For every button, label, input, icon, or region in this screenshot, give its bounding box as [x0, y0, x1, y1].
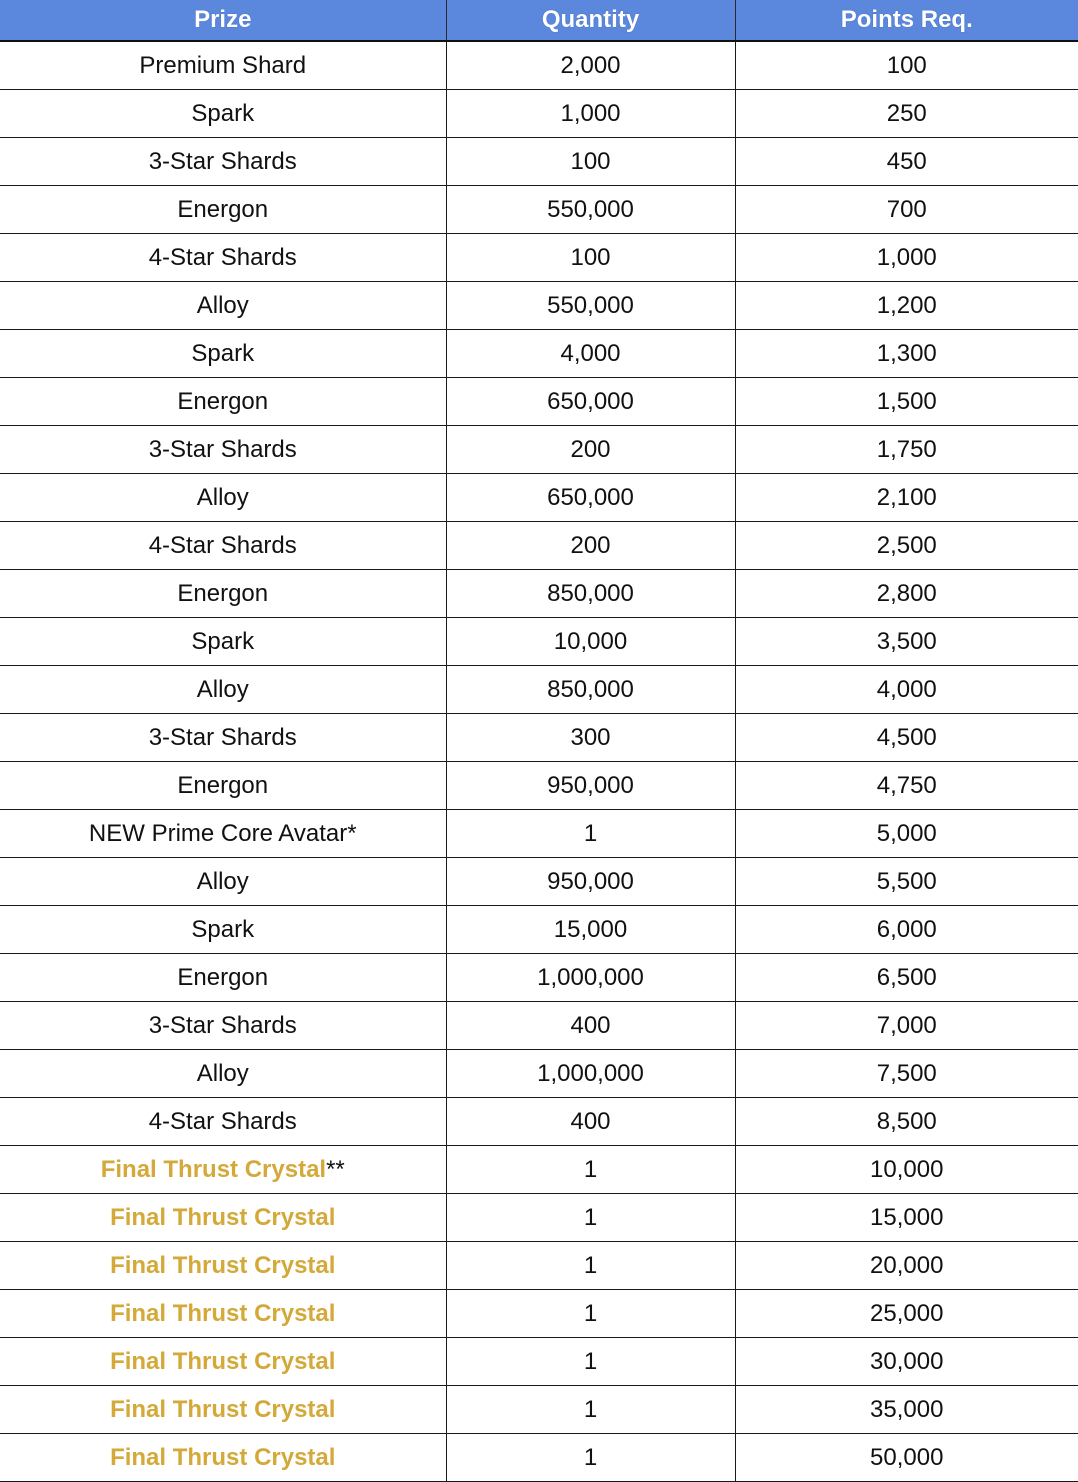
table-row: [0, 618, 1078, 666]
prize-name: Final Thrust Crystal: [100, 1155, 327, 1183]
points-cell: 7,000: [735, 1002, 1078, 1050]
points-cell: 3,500: [735, 618, 1078, 666]
prize-name: Energon: [177, 195, 269, 223]
table-row: [0, 954, 1078, 1002]
prize-name: Spark: [191, 339, 255, 367]
prize-cell: [0, 186, 446, 234]
table-row: [0, 1194, 1078, 1242]
prize-name: Energon: [177, 963, 269, 991]
points-cell: 15,000: [735, 1194, 1078, 1242]
header-points: Points Req.: [735, 0, 1078, 41]
prize-cell: [0, 954, 446, 1002]
points-cell: 5,000: [735, 810, 1078, 858]
prize-name: Spark: [191, 627, 255, 655]
points-cell: 1,500: [735, 378, 1078, 426]
quantity-cell: 550,000: [446, 186, 735, 234]
table-header: [0, 0, 1078, 41]
table-row: [0, 186, 1078, 234]
quantity-cell: 1: [446, 1338, 735, 1386]
table-row: [0, 714, 1078, 762]
prize-cell: [0, 1050, 446, 1098]
quantity-cell: 200: [446, 426, 735, 474]
prize-cell: [0, 1146, 446, 1194]
points-cell: 20,000: [735, 1242, 1078, 1290]
quantity-cell: 10,000: [446, 618, 735, 666]
table-row: [0, 1146, 1078, 1194]
header-row: [0, 0, 1078, 41]
table-row: [0, 234, 1078, 282]
points-cell: 2,500: [735, 522, 1078, 570]
prize-cell: [0, 234, 446, 282]
prize-cell: [0, 618, 446, 666]
prize-name: Premium Shard: [139, 51, 307, 79]
prize-cell: [0, 330, 446, 378]
prize-footnote-marker: **: [326, 1155, 345, 1183]
points-cell: 1,200: [735, 282, 1078, 330]
prize-name: Alloy: [196, 483, 249, 511]
points-cell: 6,000: [735, 906, 1078, 954]
prize-cell: [0, 1386, 446, 1434]
prize-name: Alloy: [196, 1059, 249, 1087]
prize-name: Final Thrust Crystal: [110, 1443, 336, 1471]
table-row: [0, 1434, 1078, 1482]
quantity-cell: 1,000: [446, 90, 735, 138]
prize-cell: [0, 1242, 446, 1290]
prize-cell: [0, 1434, 446, 1482]
prize-cell: [0, 378, 446, 426]
points-cell: 30,000: [735, 1338, 1078, 1386]
points-cell: 1,300: [735, 330, 1078, 378]
table-row: [0, 330, 1078, 378]
prize-cell: [0, 1194, 446, 1242]
table-row: [0, 1290, 1078, 1338]
table-row: [0, 1386, 1078, 1434]
table-row: [0, 41, 1078, 90]
points-cell: 4,500: [735, 714, 1078, 762]
prize-name: Final Thrust Crystal: [110, 1299, 336, 1327]
quantity-cell: 1,000,000: [446, 954, 735, 1002]
prize-name: 3-Star Shards: [148, 435, 297, 463]
table-row: [0, 906, 1078, 954]
quantity-cell: 550,000: [446, 282, 735, 330]
points-cell: 5,500: [735, 858, 1078, 906]
quantity-cell: 850,000: [446, 666, 735, 714]
points-cell: 1,750: [735, 426, 1078, 474]
table-body: [0, 41, 1078, 1482]
points-cell: 35,000: [735, 1386, 1078, 1434]
points-cell: 25,000: [735, 1290, 1078, 1338]
table-row: [0, 138, 1078, 186]
prize-cell: [0, 666, 446, 714]
quantity-cell: 100: [446, 234, 735, 282]
prize-name: 4-Star Shards: [148, 531, 297, 559]
prize-cell: [0, 282, 446, 330]
points-cell: 2,800: [735, 570, 1078, 618]
prize-name: Energon: [177, 387, 269, 415]
prize-name: Alloy: [196, 291, 249, 319]
points-cell: 7,500: [735, 1050, 1078, 1098]
prize-name: Energon: [177, 579, 269, 607]
prize-cell: [0, 906, 446, 954]
points-cell: 4,000: [735, 666, 1078, 714]
quantity-cell: 850,000: [446, 570, 735, 618]
prize-cell: [0, 810, 446, 858]
table-row: [0, 426, 1078, 474]
prize-name: Final Thrust Crystal: [110, 1347, 336, 1375]
table-row: [0, 810, 1078, 858]
table-row: [0, 570, 1078, 618]
prize-cell: [0, 41, 446, 90]
quantity-cell: 1: [446, 1194, 735, 1242]
prize-name: Final Thrust Crystal: [110, 1251, 336, 1279]
prize-cell: [0, 426, 446, 474]
points-cell: 700: [735, 186, 1078, 234]
prize-name: 4-Star Shards: [148, 243, 297, 271]
table-row: [0, 378, 1078, 426]
prize-name: Alloy: [196, 867, 249, 895]
points-cell: 50,000: [735, 1434, 1078, 1482]
prize-name: 4-Star Shards: [148, 1107, 297, 1135]
table-row: [0, 762, 1078, 810]
quantity-cell: 950,000: [446, 858, 735, 906]
prize-cell: [0, 1290, 446, 1338]
quantity-cell: 1: [446, 1242, 735, 1290]
table-row: [0, 474, 1078, 522]
header-prize: Prize: [0, 0, 446, 41]
prize-name: 3-Star Shards: [148, 723, 297, 751]
table-row: [0, 1002, 1078, 1050]
quantity-cell: 15,000: [446, 906, 735, 954]
quantity-cell: 400: [446, 1002, 735, 1050]
prize-cell: [0, 858, 446, 906]
table-row: [0, 858, 1078, 906]
prize-name: Spark: [191, 99, 255, 127]
points-cell: 250: [735, 90, 1078, 138]
table-row: [0, 1338, 1078, 1386]
quantity-cell: 1: [446, 1386, 735, 1434]
quantity-cell: 2,000: [446, 41, 735, 90]
points-cell: 2,100: [735, 474, 1078, 522]
table-row: [0, 522, 1078, 570]
quantity-cell: 100: [446, 138, 735, 186]
quantity-cell: 300: [446, 714, 735, 762]
prize-cell: [0, 522, 446, 570]
table-row: [0, 1098, 1078, 1146]
table-row: [0, 666, 1078, 714]
points-cell: 8,500: [735, 1098, 1078, 1146]
prize-cell: [0, 474, 446, 522]
quantity-cell: 200: [446, 522, 735, 570]
quantity-cell: 950,000: [446, 762, 735, 810]
table-row: [0, 90, 1078, 138]
quantity-cell: 1: [446, 1290, 735, 1338]
prize-name: Energon: [177, 771, 269, 799]
table-row: [0, 1050, 1078, 1098]
prize-name: Final Thrust Crystal: [110, 1395, 336, 1423]
header-quantity: Quantity: [446, 0, 735, 41]
prize-cell: [0, 714, 446, 762]
prize-name: Alloy: [196, 675, 249, 703]
prize-name: Final Thrust Crystal: [110, 1203, 336, 1231]
table-row: [0, 282, 1078, 330]
quantity-cell: 4,000: [446, 330, 735, 378]
prize-cell: [0, 762, 446, 810]
points-cell: 450: [735, 138, 1078, 186]
quantity-cell: 1: [446, 810, 735, 858]
prize-cell: [0, 138, 446, 186]
prize-name: NEW Prime Core Avatar*: [88, 819, 357, 847]
prize-name: Spark: [191, 915, 255, 943]
prize-cell: [0, 1098, 446, 1146]
points-cell: 1,000: [735, 234, 1078, 282]
prize-cell: [0, 90, 446, 138]
prize-cell: [0, 1002, 446, 1050]
prize-name: 3-Star Shards: [148, 1011, 297, 1039]
quantity-cell: 650,000: [446, 378, 735, 426]
quantity-cell: 1,000,000: [446, 1050, 735, 1098]
points-cell: 10,000: [735, 1146, 1078, 1194]
prize-name: 3-Star Shards: [148, 147, 297, 175]
points-cell: 6,500: [735, 954, 1078, 1002]
quantity-cell: 400: [446, 1098, 735, 1146]
points-cell: 4,750: [735, 762, 1078, 810]
quantity-cell: 650,000: [446, 474, 735, 522]
table-row: [0, 1242, 1078, 1290]
quantity-cell: 1: [446, 1146, 735, 1194]
points-cell: 100: [735, 41, 1078, 90]
prize-cell: [0, 1338, 446, 1386]
prize-cell: [0, 570, 446, 618]
quantity-cell: 1: [446, 1434, 735, 1482]
